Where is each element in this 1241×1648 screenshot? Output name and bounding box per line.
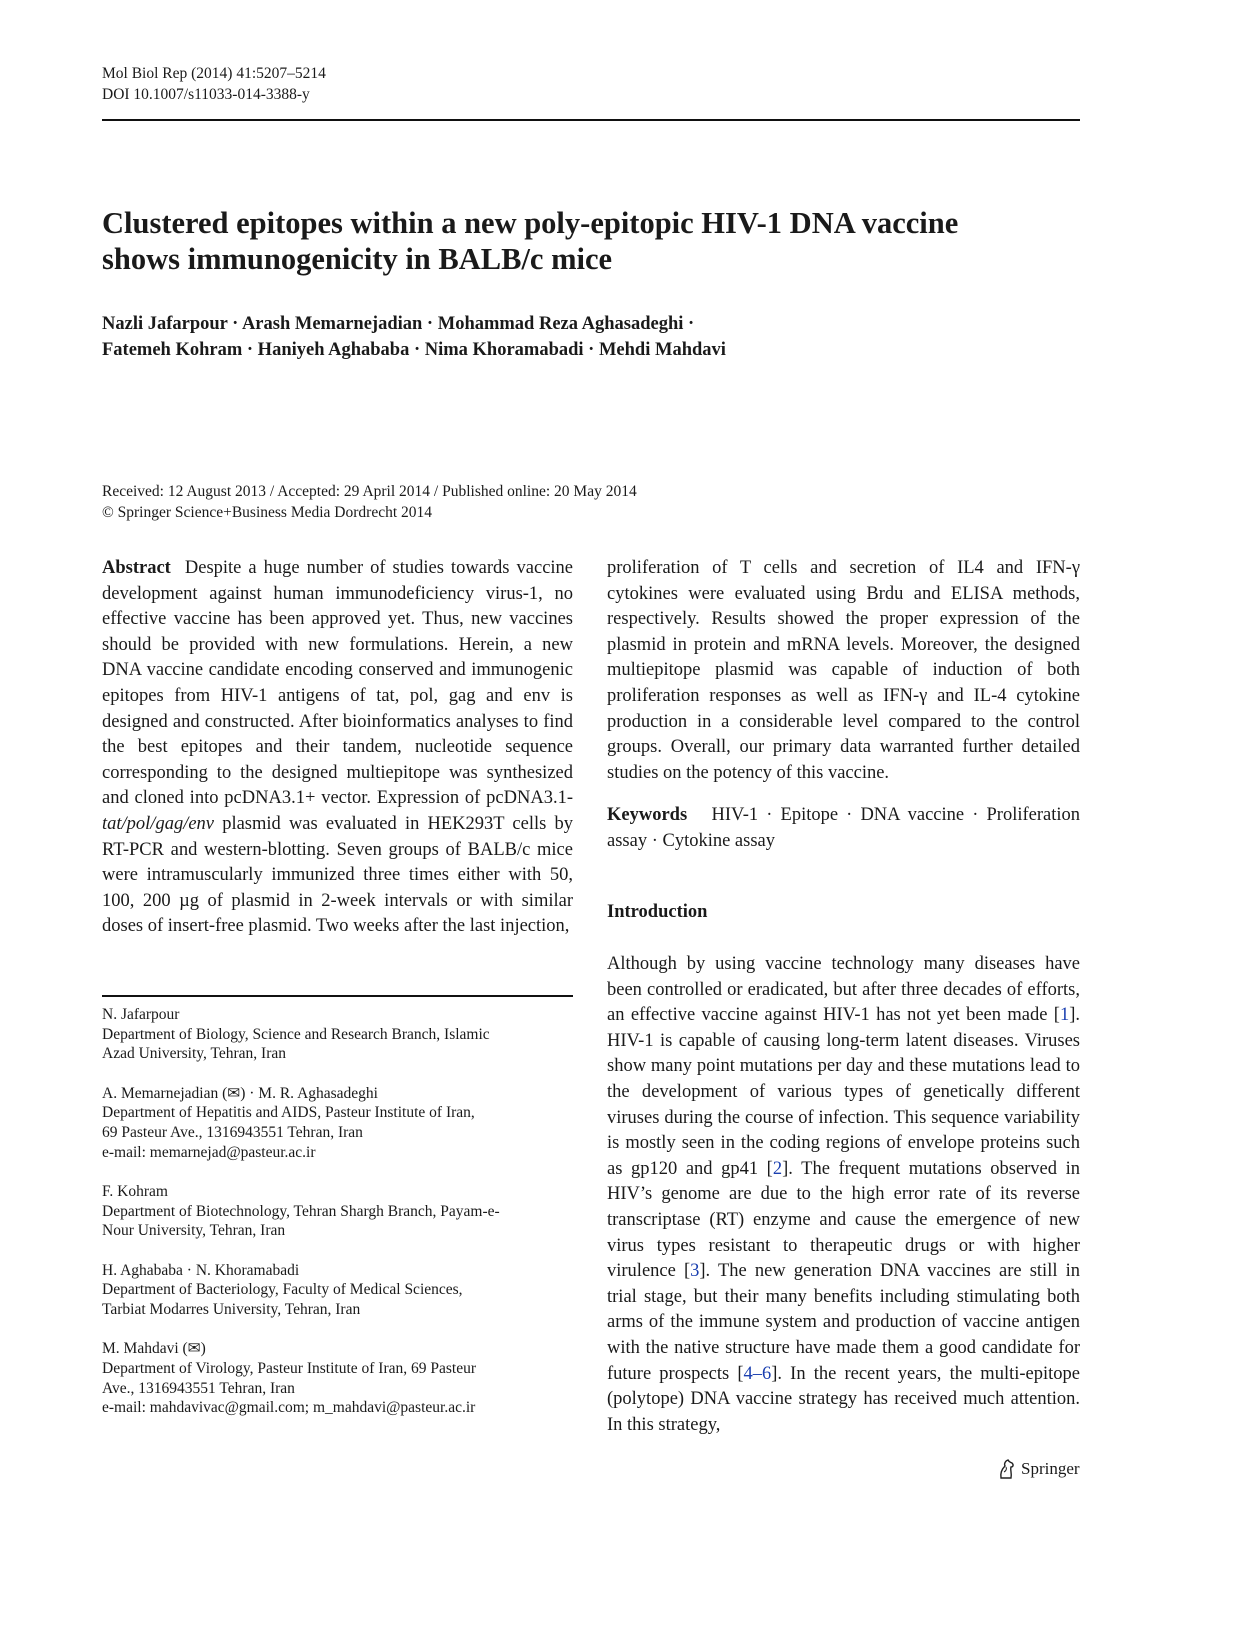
affiliation-line: Tarbiat Modarres University, Tehran, Iran [102,1300,361,1318]
affiliation-names: M. Mahdavi (✉) [102,1340,206,1358]
publisher-name: Springer [1021,1459,1080,1478]
affiliation-item [102,1261,573,1320]
author-list [102,311,1102,363]
affiliation-rule [102,995,573,997]
abstract-italic: tat/pol/gag/env [102,813,215,834]
keywords-text: HIV-1 · Epitope · DNA vaccine · Proliferation assay · Cytokine assay [607,805,1081,851]
affiliation-names: F. Kohram [102,1182,168,1200]
affiliation-names: N. Jafarpour [102,1006,180,1023]
authors-line-1: Nazli Jafarpour · Arash Memarnejadian · Mohammad Reza Aghasadeghi · [102,314,695,334]
keywords-label: Keywords [607,805,688,825]
dates-line: Received: 12 August 2013 / Accepted: 29 April 2014 / Published online: 20 May 2014 [102,483,637,500]
affiliation-line: Department of Hepatitis and AIDS, Pasteur Institute of Iran, [102,1104,475,1122]
abstract-text-b: plasmid was evaluated in HEK293T cells by RT-PCR and western-blotting. Seven groups of BALB/c mice were intramuscularly immunized three times either with 50, 100, 200 µg of plasmid in 2-week intervals or with similar doses of insert-free plasmid. Two weeks after the last injection, [102,813,573,937]
citation-link[interactable]: 2 [772,1158,783,1179]
keywords [607,803,1080,854]
affiliation-item [102,1182,573,1241]
affiliation-item [102,1339,573,1418]
introduction-heading [607,902,1080,923]
header-rule [102,119,1080,121]
article-title [102,205,1102,277]
abstract-continuation-text: proliferation of T cells and secretion of IL4 and IFN-γ cytokines were evaluated using Brdu and ELISA methods, respectively. Results showed the proper expression of the plasmid in protein and mRNA levels. Moreover, the designed multiepitope plasmid was capable of induction of both proliferation responses as well as IFN-γ and IL-4 cytokine production in a considerable level compared to the control groups. Overall, our primary data warranted further detailed studies on the potency of this vaccine. [607,558,1080,783]
intro-text: ]. HIV-1 is capable of causing long-term latent diseases. Viruses show many point mutations per day and these mutations lead to the development of various types of genetically different viruses during the course of infection. This sequence variability is mostly seen in the coding regions of envelope proteins such as gp120 and gp41 [ [607,1005,1080,1179]
affiliation-item [102,1005,573,1064]
doi: DOI 10.1007/s11033-014-3388-y [102,86,310,103]
affiliation-names: A. Memarnejadian (✉) · M. R. Aghasadeghi [102,1084,378,1102]
abstract-text-a: Despite a huge number of studies towards vaccine development against human immunodeficiency virus-1, no effective vaccine has been approved yet. Thus, new vaccines should be provided with new formulations. Herein, a new DNA vaccine candidate encoding conserved and immunogenic epitopes from HIV-1 antigens of tat, pol, gag and env is designed and constructed. After bioinformatics analyses to find the best epitopes and their tandem, nucleotide sequence corresponding to the designed multiepitope was synthesized and cloned into pcDNA3.1+ vector. Expression of pcDNA3.1- [102,558,574,809]
citation-link[interactable]: 1 [1059,1005,1070,1026]
affiliation-line: Nour University, Tehran, Iran [102,1222,286,1240]
abstract [102,556,573,940]
affiliation-line: Azad University, Tehran, Iran [102,1045,286,1063]
affiliation-names: H. Aghababa · N. Khoramabadi [102,1261,300,1279]
affiliation-email[interactable]: e-mail: memarnejad@pasteur.ac.ir [102,1143,316,1161]
article-history [102,481,1102,523]
affiliation-email[interactable]: e-mail: mahdavivac@gmail.com; m_mahdavi@pasteur.ac.ir [102,1399,476,1417]
affiliation-line: Department of Bacteriology, Faculty of Medical Sciences, [102,1281,463,1299]
journal-citation: Mol Biol Rep (2014) 41:5207–5214 [102,65,326,82]
copyright-line: © Springer Science+Business Media Dordrecht 2014 [102,504,433,521]
affiliations [102,1005,573,1437]
intro-text: ]. The new generation DNA vaccines are still in trial stage, but their many benefits including stimulating both arms of the immune system and production of vaccine antigen with the native structure have made them a good candidate for future prospects [ [607,1261,1080,1384]
authors-line-2: Fatemeh Kohram · Haniyeh Aghababa · Nima Khoramabadi · Mehdi Mahdavi [102,340,726,360]
citation-link[interactable]: 3 [690,1261,700,1282]
affiliation-line: 69 Pasteur Ave., 1316943551 Tehran, Iran [102,1124,363,1142]
title-line-1: Clustered epitopes within a new poly-epitopic HIV-1 DNA vaccine [102,206,959,240]
affiliation-line: Ave., 1316943551 Tehran, Iran [102,1379,295,1397]
abstract-continuation [607,556,1080,786]
affiliation-line: Department of Biology, Science and Research Branch, Islamic [102,1025,490,1043]
title-line-2: shows immunogenicity in BALB/c mice [102,242,613,276]
intro-text: ]. In the recent years, the multi-epitope (polytope) DNA vaccine strategy has received much attention. In this strategy, [607,1363,1080,1435]
springer-horse-icon [997,1458,1017,1480]
affiliation-line: Department of Virology, Pasteur Institute of Iran, 69 Pasteur [102,1359,476,1377]
intro-text: ]. The frequent mutations observed in HIV’s genome are due to the high error rate of its reverse transcriptase (RT) enzyme and cause the emergence of new virus types resistant to therapeutic drugs or with higher virulence [ [607,1158,1080,1282]
running-head [102,63,326,105]
publisher-footer [997,1458,1080,1480]
affiliation-item [102,1084,573,1163]
section-heading: Introduction [607,902,708,922]
affiliation-line: Department of Biotechnology, Tehran Shargh Branch, Payam-e- [102,1202,500,1220]
introduction-body [607,952,1080,1438]
intro-text: Although by using vaccine technology many diseases have been controlled or eradicated, but after three decades of efforts, an effective vaccine against HIV-1 has not yet been made [ [607,954,1080,1026]
citation-link[interactable]: 4–6 [743,1363,772,1384]
abstract-label: Abstract [102,558,171,578]
